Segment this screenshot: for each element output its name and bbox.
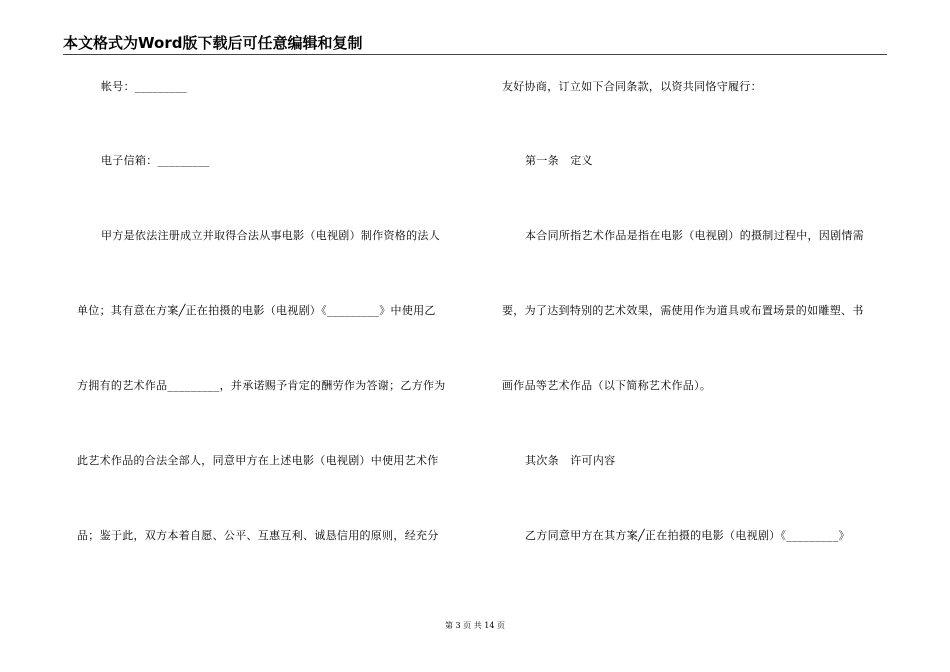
- page-header-title: 本文格式为Word版下载后可任意编辑和复制: [63, 34, 363, 52]
- paragraph-line: 此艺术作品的合法全部人，同意甲方在上述电影（电视剧）中使用艺术作: [77, 454, 439, 467]
- paragraph-line: 单位；其有意在方案╱正在拍摄的电影（电视剧）《_________》中使用乙: [77, 304, 436, 317]
- right-column: [475, 0, 950, 672]
- account-line: 帐号：_________: [101, 80, 188, 93]
- paragraph-line: 画作品等艺术作品（以下简称艺术作品）。: [502, 379, 712, 392]
- paragraph-line: 友好协商，订立如下合同条款，以资共同恪守履行：: [502, 80, 762, 93]
- paragraph-line: 甲方是依法注册成立并取得合法从事电影（电视剧）制作资格的法人: [101, 229, 440, 242]
- paragraph-line: 要，为了达到特别的艺术效果，需使用作为道具或布置场景的如雕塑、书: [502, 304, 864, 317]
- article-heading: 第一条 定义: [525, 154, 593, 167]
- paragraph-line: 乙方同意甲方在其方案╱正在拍摄的电影（电视剧）《_________》: [525, 529, 850, 542]
- article-heading: 其次条 许可内容: [525, 454, 616, 467]
- paragraph-line: 本合同所指艺术作品是指在电影（电视剧）的摄制过程中，因剧情需: [525, 229, 864, 242]
- page-number-footer: 第 3 页 共 14 页: [445, 621, 505, 630]
- paragraph-line: 方拥有的艺术作品_________，并承诺赐予肯定的酬劳作为答谢；乙方作为: [77, 379, 446, 392]
- email-line: 电子信箱：_________: [101, 154, 210, 167]
- paragraph-line: 品；鉴于此，双方本着自愿、公平、互惠互利、诚恳信用的原则，经充分: [77, 529, 439, 542]
